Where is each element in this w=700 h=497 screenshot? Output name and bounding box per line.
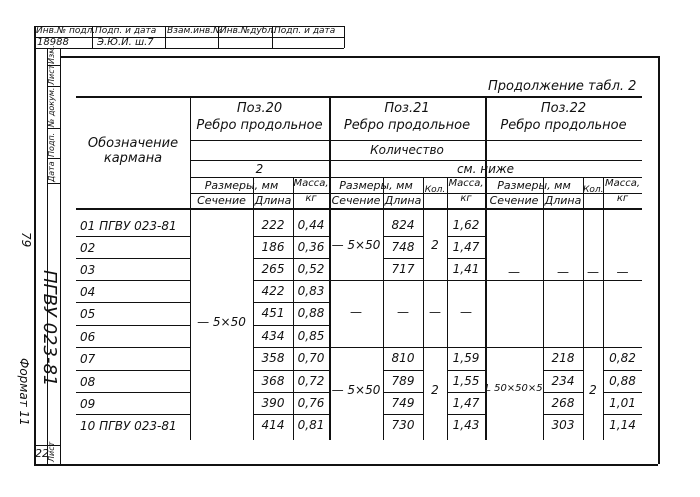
row-code: 01 ПГВУ 023-81: [80, 219, 177, 233]
mass-cell: 0,85: [297, 329, 325, 343]
stamp-side-izm: Изм.: [47, 45, 56, 64]
mass-cell: 0,81: [297, 418, 325, 432]
stamp-side-list: Лист: [47, 64, 56, 85]
length-header-22: Длина: [544, 194, 582, 207]
mass-header-20-b: кг: [305, 193, 317, 204]
frame-bottom-line: [34, 464, 658, 466]
mass-cell: 1,43: [452, 418, 480, 432]
designation-header-1: Обозначение: [87, 136, 179, 151]
stamp-label-replace: Взам.инв.№: [167, 26, 223, 36]
length-cell: 748: [391, 240, 415, 254]
qty-pos21-b: 2: [431, 383, 439, 397]
row-code: 10 ПГВУ 023-81: [80, 419, 177, 433]
frame-right-line: [658, 56, 660, 464]
row-code: 06: [80, 330, 96, 344]
stamp-label-sign: Подп. и дата: [95, 26, 157, 36]
stamp-side-sign: Подп.: [47, 132, 56, 157]
stamp-label-sign2: Подп. и дата: [274, 26, 336, 36]
mass-cell: 1,41: [452, 262, 480, 276]
section-pos22-b: L 50×50×5: [485, 383, 543, 394]
frame-left-line: [34, 26, 36, 464]
length-header-20: Длина: [254, 194, 292, 207]
continuation-title: Продолжение табл. 2: [488, 79, 637, 94]
length-cell: 730: [391, 418, 415, 432]
dims-header-21: Размеры, мм: [339, 179, 413, 192]
length-cell: 268: [551, 396, 575, 410]
row-code: 04: [80, 285, 96, 299]
sheet-number: 22: [35, 447, 49, 460]
pos22-label: Поз.22: [540, 101, 587, 116]
length-cell: 451: [261, 306, 285, 320]
mass-header-21-b: кг: [460, 193, 472, 204]
mass-header-22-a: Масса,: [604, 178, 641, 189]
length-cell: 810: [391, 351, 415, 365]
dash-cell: —: [557, 265, 569, 279]
mass-cell: 0,76: [297, 396, 325, 410]
section-header-22: Сечение: [489, 194, 539, 207]
mass-cell: 0,82: [609, 351, 636, 365]
stamp-sheet-label: Лист: [47, 441, 56, 462]
mass-cell: 1,14: [609, 418, 636, 432]
row-code: 09: [80, 397, 96, 411]
qty-header-21: Кол.: [424, 185, 446, 195]
qty-header-22: Кол.: [583, 185, 604, 195]
dash-cell: —: [460, 305, 472, 319]
dash-cell: —: [616, 265, 629, 279]
dash-cell: —: [397, 305, 409, 319]
stamp-label-inv: Инв.№ подл.: [36, 26, 96, 36]
pos21-name: Ребро продольное: [343, 118, 471, 133]
format-label: Формат 11: [17, 358, 31, 426]
dash-cell: —: [587, 265, 599, 279]
mass-cell: 1,01: [609, 396, 636, 410]
length-cell: 434: [261, 329, 285, 343]
length-cell: 218: [551, 351, 575, 365]
section-pos20: — 5×50: [197, 315, 246, 329]
section-pos21-b: — 5×50: [331, 383, 381, 397]
length-cell: 717: [391, 262, 415, 276]
stamp-side-doc: № докум.: [47, 87, 56, 127]
row-code: 03: [80, 263, 96, 277]
length-cell: 749: [391, 396, 415, 410]
length-cell: 186: [261, 240, 285, 254]
dash-cell: —: [429, 305, 441, 319]
stamp-label-dup: Инв.№дубл.: [220, 26, 276, 36]
frame-top-line: [60, 56, 658, 58]
length-cell: 422: [261, 284, 285, 298]
mass-cell: 1,59: [452, 351, 480, 365]
row-code: 07: [80, 352, 96, 366]
mass-cell: 0,83: [297, 284, 325, 298]
mass-cell: 0,72: [297, 374, 325, 388]
mass-cell: 0,88: [609, 374, 636, 388]
length-cell: 789: [391, 374, 415, 388]
length-cell: 234: [551, 374, 575, 388]
doc-code: ПГВУ 023-81: [39, 270, 60, 387]
mass-header-22-b: кг: [616, 193, 629, 204]
mass-header-20-a: Масса,: [293, 178, 329, 189]
mass-cell: 0,36: [297, 240, 325, 254]
pos22-name: Ребро продольное: [500, 118, 627, 133]
mass-cell: 1,55: [452, 374, 480, 388]
qty-see-below: см. ниже: [456, 162, 515, 176]
mass-header-21-a: Масса,: [448, 178, 484, 189]
length-cell: 390: [261, 396, 285, 410]
qty-pos20: 2: [255, 162, 264, 176]
mass-cell: 0,70: [297, 351, 325, 365]
row-code: 02: [80, 241, 96, 255]
row-code: 08: [80, 375, 96, 389]
mass-cell: 1,62: [452, 218, 480, 232]
mass-cell: 0,88: [297, 306, 325, 320]
length-cell: 368: [261, 374, 285, 388]
section-header-20: Сечение: [197, 194, 246, 207]
mass-cell: 1,47: [452, 396, 480, 410]
qty-pos22-b: 2: [589, 383, 597, 397]
section-pos21-a: — 5×50: [331, 238, 381, 252]
qty-pos21-a: 2: [431, 238, 439, 252]
pos20-name: Ребро продольное: [196, 118, 323, 133]
length-cell: 358: [261, 351, 285, 365]
section-header-21: Сечение: [331, 194, 381, 207]
mass-cell: 0,44: [297, 218, 325, 232]
dash-cell: —: [508, 265, 520, 279]
stamp-inv-number: 18988: [37, 37, 69, 48]
stamp-side-date: Дата: [47, 161, 56, 182]
page-number: 79: [19, 232, 33, 248]
dims-header-20: Размеры, мм: [204, 179, 279, 192]
dash-cell: —: [350, 305, 362, 319]
length-cell: 414: [261, 418, 285, 432]
length-cell: 222: [261, 218, 285, 232]
pos20-label: Поз.20: [236, 101, 283, 116]
length-cell: 303: [551, 418, 575, 432]
designation-header-2: кармана: [103, 151, 163, 166]
mass-cell: 0,52: [297, 262, 325, 276]
stamp-sign-date: Э.Ю.И. ш.7: [97, 37, 154, 48]
length-cell: 824: [391, 218, 415, 232]
pos21-label: Поз.21: [384, 101, 430, 116]
mass-cell: 1,47: [452, 240, 480, 254]
quantity-header: Количество: [370, 143, 444, 157]
dims-header-22: Размеры, мм: [497, 179, 571, 192]
length-header-21: Длина: [384, 194, 422, 207]
length-cell: 265: [261, 262, 285, 276]
row-code: 05: [80, 307, 96, 321]
